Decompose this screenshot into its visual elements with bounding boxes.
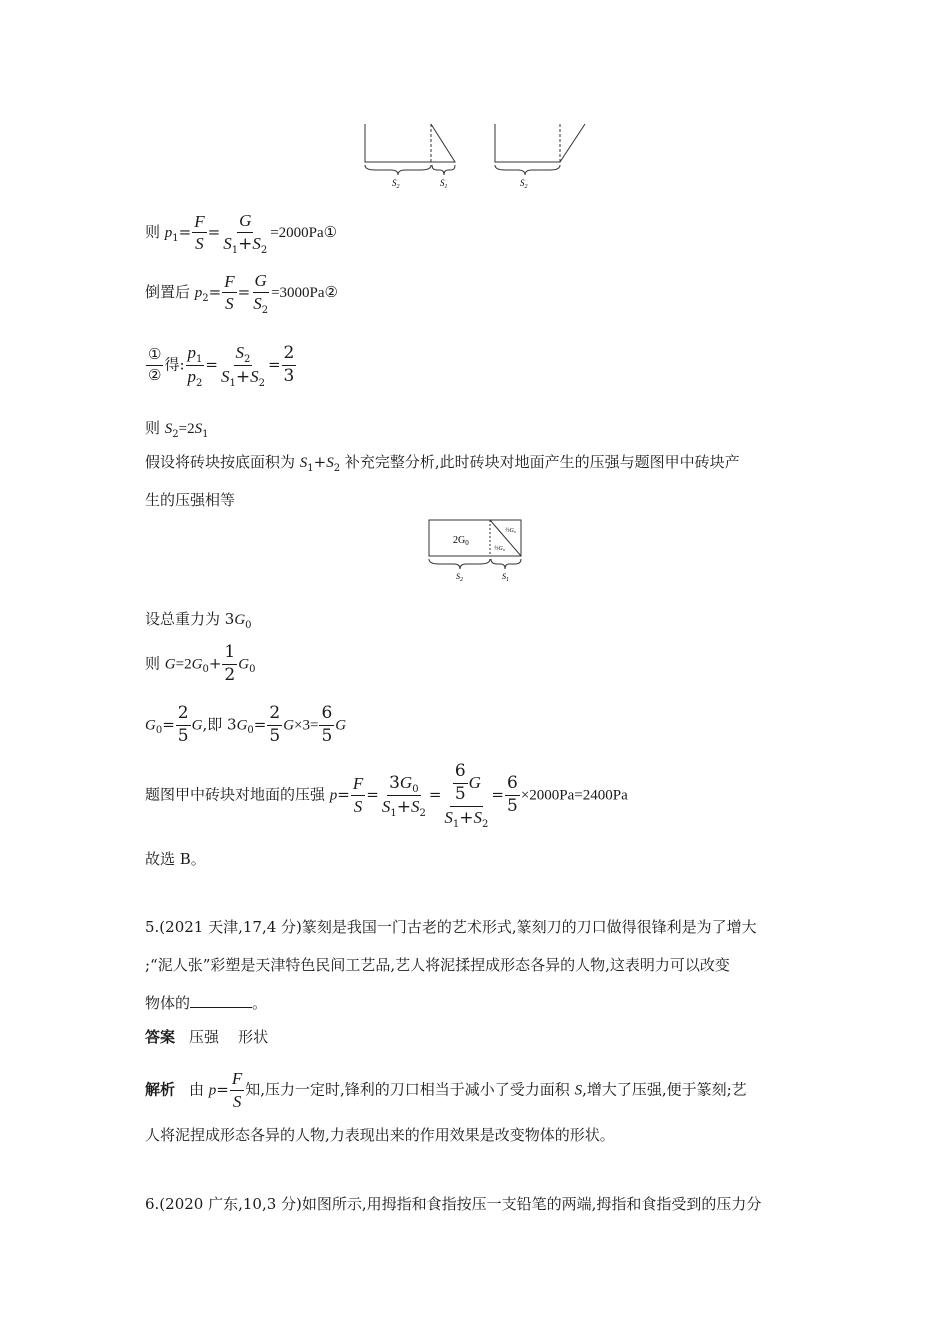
equation-g: 则 $G=2G_0+$ $\frac{1}{2}$ $G_0$: [145, 642, 256, 685]
analysis-line1: 解析 由 p= $\frac{F}{S}$ 知,压力一定时,锋利的刀口相当于减小了受力面积 S,增大了压强,便于篆刻;艺: [145, 1069, 747, 1111]
fig-mid-block-label: $2G_0$: [453, 535, 469, 547]
fig-top-label-s2-left: $S_2$: [392, 178, 400, 190]
figure-bricks-top: [355, 120, 595, 192]
s2-equals-2s1: 则 $S_2=2S_1$: [145, 419, 209, 440]
fig-mid-tri-bot: ½G₀: [494, 546, 505, 552]
conclusion: 故选 B。: [145, 850, 206, 868]
equation-ratio: $\frac{\text{①}}{\text{②}}$ 得: $\frac{p_1}{p_2}$ = $\frac{S_2}{S_1+S_2}$ = $\frac{2}{3}$: [148, 343, 295, 389]
fig-top-label-s1: $S_1$: [440, 178, 448, 190]
fig-mid-label-s2: $S_2$: [456, 572, 463, 583]
equation-p2: 倒置后 $p_2=$ $\frac{F}{S}$ = $\frac{G}{S_2}$ =3000Pa②: [145, 271, 338, 316]
answer-blank: [190, 995, 252, 1008]
equation-final-pressure: 题图甲中砖块对地面的压强 p= $\frac{F}{S}$ = $\frac{3G_0}{S_1+S_2}$ = $\frac{6}{5}$ G $S_1+S_2$ = $\frac{6}{5}$ ×2000Pa=2400Pa: [145, 761, 628, 830]
equation-p1: 则 $p_1=$ $\frac{F}{S}$ = $\frac{G}{S_1+S_2}$ =2000Pa①: [145, 211, 338, 256]
fig-mid-tri-top: ½G₀: [505, 528, 516, 534]
q5-line3: 物体的 。: [145, 994, 268, 1012]
figure-bricks-middle: [425, 516, 530, 586]
answer-line: 答案 压强 形状: [145, 1028, 269, 1046]
equation-g0: $G_0=$ $\frac{2}{5}$ G,即 $3G_0=$ $\frac{2}{5}$ G×3= $\frac{6}{5}$ G: [145, 703, 347, 746]
q5-line1: 5.(2021 天津,17,4 分)篆刻是我国一门古老的艺术形式,篆刻刀的刀口做得很锋利是为了增大: [145, 918, 757, 936]
q6-line1: 6.(2020 广东,10,3 分)如图所示,用拇指和食指按压一支铅笔的两端,拇指和食指受到的压力分: [145, 1195, 762, 1213]
analysis-line2: 人将泥捏成形态各异的人物,力表现出来的作用效果是改变物体的形状。: [145, 1126, 615, 1144]
assumption-text: 假设将砖块按底面积为 $S_1+S_2$ 补充完整分析,此时砖块对地面产生的压强与题图甲中砖块产: [145, 453, 740, 474]
fig-top-label-s2-right: $S_2$: [520, 178, 528, 190]
assumption-text-cont: 生的压强相等: [145, 491, 236, 509]
total-weight: 设总重力为 $3G_0$: [145, 610, 252, 631]
fig-mid-label-s1: $S_1$: [502, 572, 509, 583]
q5-line2: ;“泥人张”彩塑是天津特色民间工艺品,艺人将泥揉捏成形态各异的人物,这表明力可以改变: [145, 956, 730, 974]
